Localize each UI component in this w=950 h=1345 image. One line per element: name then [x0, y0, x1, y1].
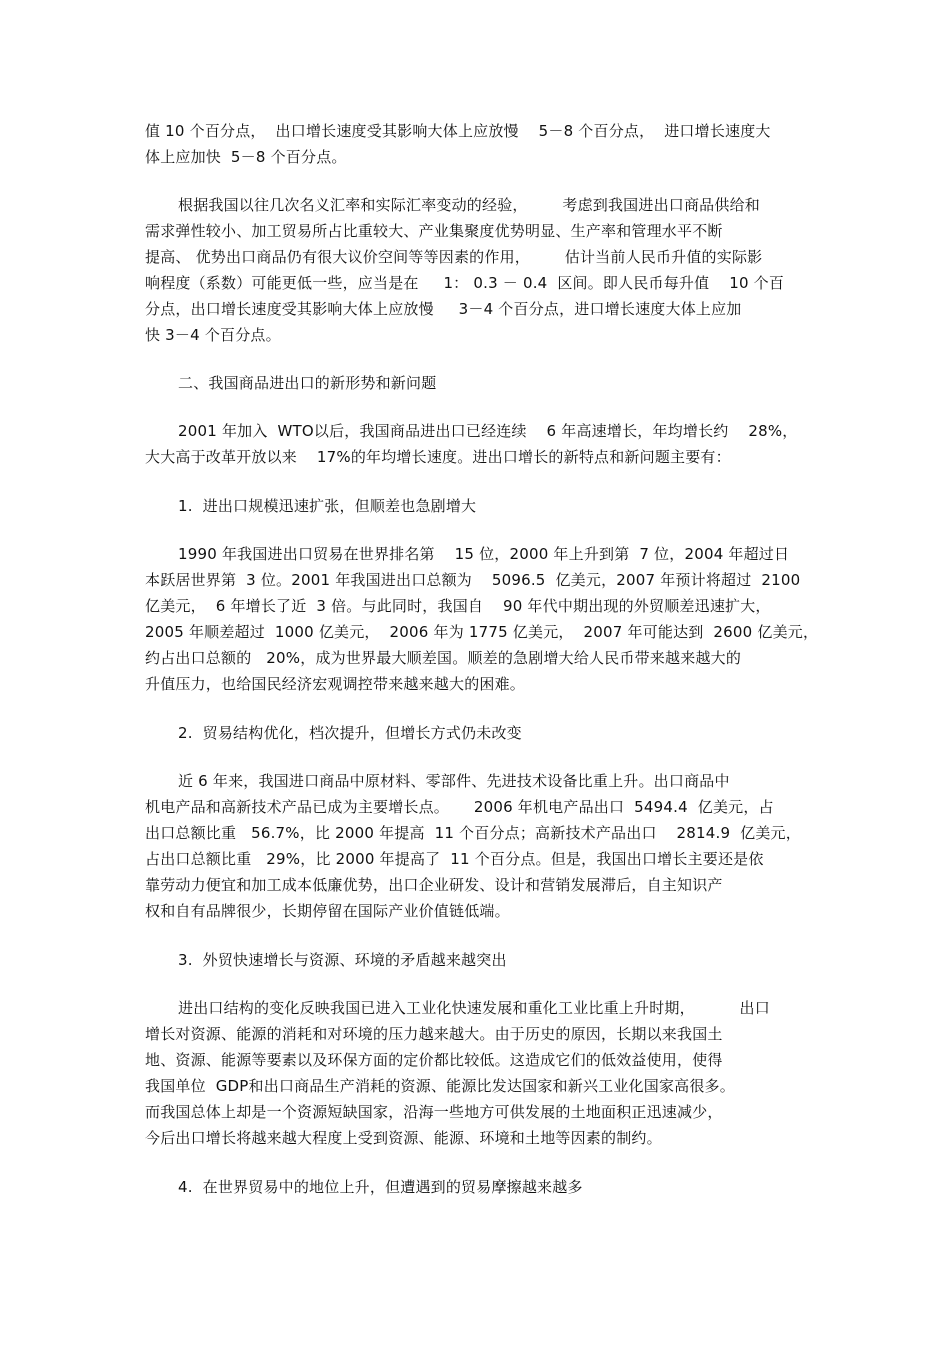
text-line: 2005 年顺差超过 1000 亿美元， 2006 年为 1775 亿美元， 2007 年可能达到 2600 亿美元，	[145, 623, 819, 641]
text-line: 需求弹性较小、加工贸易所占比重较大、产业集聚度优势明显、生产率和管理水平不断	[145, 222, 723, 240]
text-line: 而我国总体上却是一个资源短缺国家，沿海一些地方可供发展的土地面积正迅速减少，	[145, 1103, 723, 1121]
subsection-heading: 4. 在世界贸易中的地位上升，但遭遇到的贸易摩擦越来越多	[178, 1178, 583, 1196]
text-line: 分点，出口增长速度受其影响大体上应放慢 3－4 个百分点，进口增长速度大体上应加	[145, 300, 742, 318]
paragraph-first-line: 根据我国以往几次名义汇率和实际汇率变动的经验， 考虑到我国进出口商品供给和	[178, 196, 760, 214]
paragraph-first-line: 1990 年我国进出口贸易在世界排名第 15 位，2000 年上升到第 7 位，2004 年超过日	[178, 545, 790, 563]
text-line: 提高、 优势出口商品仍有很大议价空间等等因素的作用， 估计当前人民币升值的实际影	[145, 248, 763, 266]
text-line: 体上应加快 5－8 个百分点。	[145, 148, 347, 166]
text-line: 升值压力，也给国民经济宏观调控带来越来越大的困难。	[145, 675, 526, 693]
subsection-heading: 3. 外贸快速增长与资源、环境的矛盾越来越突出	[178, 951, 507, 969]
text-line: 机电产品和高新技术产品已成为主要增长点。 2006 年机电产品出口 5494.4 亿美元，占	[145, 798, 774, 816]
text-line: 约占出口总额的 20%，成为世界最大顺差国。顺差的急剧增大给人民币带来越来越大的	[145, 649, 742, 667]
text-line: 响程度（系数）可能更低一些，应当是在 1： 0.3 － 0.4 区间。即人民币每升值 10 个百	[145, 274, 785, 292]
subsection-heading: 2. 贸易结构优化，档次提升，但增长方式仍未改变	[178, 724, 522, 742]
subsection-heading: 1. 进出口规模迅速扩张，但顺差也急剧增大	[178, 497, 477, 515]
text-line: 值 10 个百分点， 出口增长速度受其影响大体上应放慢 5－8 个百分点， 进口增长速度大	[145, 122, 771, 140]
text-line: 出口总额比重 56.7%，比 2000 年提高 11 个百分点；高新技术产品出口 2814.9 亿美元，	[145, 824, 801, 842]
text-line: 权和自有品牌很少，长期停留在国际产业价值链低端。	[145, 902, 510, 920]
text-line: 今后出口增长将越来越大程度上受到资源、能源、环境和土地等因素的制约。	[145, 1129, 662, 1147]
section-heading: 二、我国商品进出口的新形势和新问题	[178, 374, 437, 392]
paragraph-first-line: 2001 年加入 WTO以后，我国商品进出口已经连续 6 年高速增长，年均增长约 28%，	[178, 422, 798, 440]
paragraph-first-line: 近 6 年来，我国进口商品中原材料、零部件、先进技术设备比重上升。出口商品中	[178, 772, 730, 790]
text-line: 靠劳动力便宜和加工成本低廉优势，出口企业研发、设计和营销发展滞后，自主知识产	[145, 876, 723, 894]
text-line: 地、资源、能源等要素以及环保方面的定价都比较低。这造成它们的低效益使用，使得	[145, 1051, 723, 1069]
text-line: 占出口总额比重 29%，比 2000 年提高了 11 个百分点。但是，我国出口增长主要还是依	[145, 850, 764, 868]
text-line: 本跃居世界第 3 位。2001 年我国进出口总额为 5096.5 亿美元，2007 年预计将超过 2100	[145, 571, 801, 589]
text-line: 快 3－4 个百分点。	[145, 326, 281, 344]
paragraph-first-line: 进出口结构的变化反映我国已进入工业化快速发展和重化工业比重上升时期， 出口	[178, 999, 770, 1017]
text-line: 增长对资源、能源的消耗和对环境的压力越来越大。由于历史的原因，长期以来我国土	[145, 1025, 723, 1043]
text-line: 我国单位 GDP和出口商品生产消耗的资源、能源比发达国家和新兴工业化国家高很多。	[145, 1077, 735, 1095]
text-line: 大大高于改革开放以来 17%的年均增长速度。进出口增长的新特点和新问题主要有：	[145, 448, 731, 466]
text-line: 亿美元， 6 年增长了近 3 倍。与此同时，我国自 90 年代中期出现的外贸顺差迅速扩大，	[145, 597, 771, 615]
